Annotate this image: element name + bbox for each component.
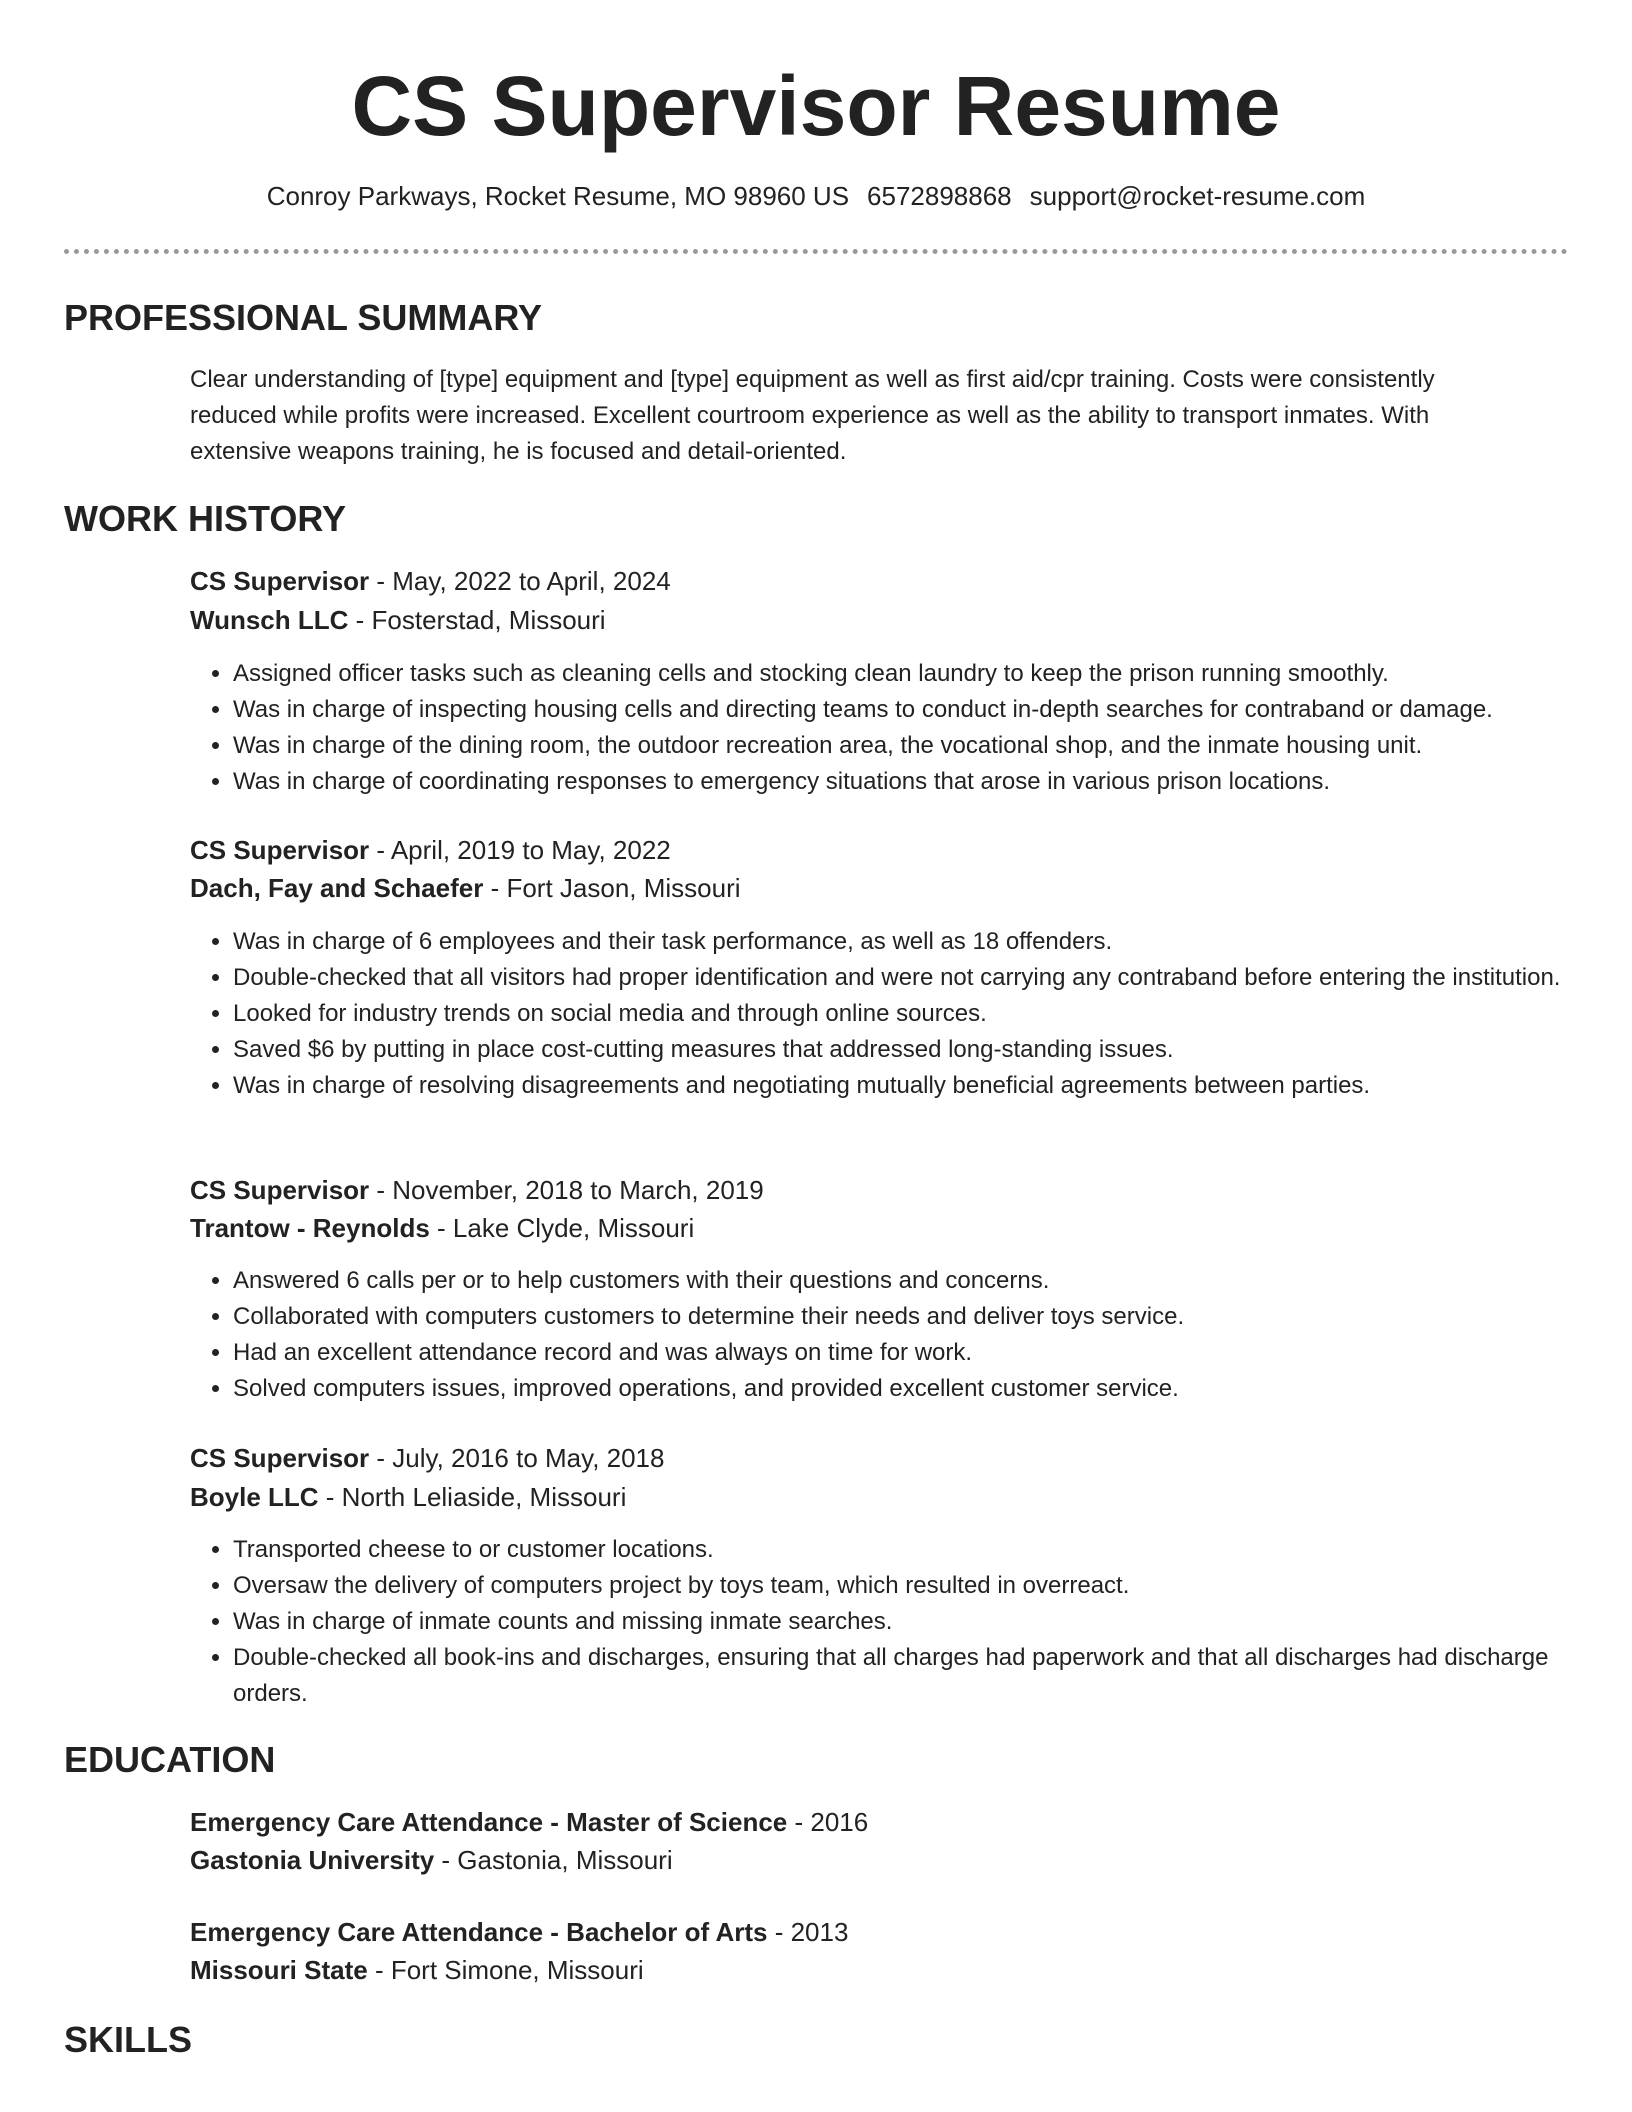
education-school-line [190, 1842, 673, 1878]
education-degree: Emergency Care Attendance - Bachelor of Arts [190, 1917, 768, 1947]
job-bullet: • Had an excellent attendance record and was always on time for work. [233, 1335, 1623, 1371]
job-location: - North Leliaside, Missouri [318, 1482, 627, 1512]
contact-email[interactable]: support@rocket-resume.com [1029, 181, 1366, 211]
job-company-line [190, 870, 741, 906]
job-title-line [190, 1440, 664, 1476]
job-dates: - May, 2022 to April, 2024 [369, 566, 671, 596]
job-company-line [190, 1479, 626, 1515]
job-dates: - July, 2016 to May, 2018 [369, 1443, 665, 1473]
job-bullet: • Collaborated with computers customers to determine their needs and deliver toys service. [233, 1299, 1623, 1335]
job-bullet: • Saved $6 by putting in place cost-cutting measures that addressed long-standing issues. [233, 1032, 1623, 1068]
job-bullet: • Transported cheese to or customer locations. [233, 1532, 1623, 1568]
education-school: Gastonia University [190, 1845, 435, 1875]
job-company: Trantow - Reynolds [190, 1213, 430, 1243]
contact-phone: 6572898868 [867, 181, 1012, 211]
job-title-line [190, 1172, 764, 1208]
job-bullet: • Looked for industry trends on social media and through online sources. [233, 996, 1623, 1032]
job-title-line [190, 563, 671, 599]
job-location: - Fosterstad, Missouri [348, 605, 606, 635]
job-bullet: • Was in charge of 6 employees and their task performance, as well as 18 offenders. [233, 924, 1623, 960]
education-school-line [190, 1952, 644, 1988]
job-bullet: • Double-checked all book-ins and discharges, ensuring that all charges had paperwork and that all discharges had discharge orders. [233, 1640, 1623, 1712]
job-bullets [190, 656, 1623, 800]
job-title-line [190, 832, 671, 868]
job-company-line [190, 1210, 694, 1246]
job-bullets [190, 924, 1623, 1104]
job-title: CS Supervisor [190, 835, 370, 865]
job-company: Boyle LLC [190, 1482, 319, 1512]
job-location: - Fort Jason, Missouri [483, 873, 741, 903]
job-title: CS Supervisor [190, 1175, 370, 1205]
job-bullet: • Assigned officer tasks such as cleaning cells and stocking clean laundry to keep the prison running smoothly. [233, 656, 1623, 692]
education-location: - Fort Simone, Missouri [367, 1955, 644, 1985]
job-bullet: • Double-checked that all visitors had proper identification and were not carrying any contraband before entering the institution. [233, 960, 1623, 996]
job-bullet: • Solved computers issues, improved operations, and provided excellent customer service. [233, 1371, 1623, 1407]
contact-address: Conroy Parkways, Rocket Resume, MO 98960 US [266, 181, 850, 211]
education-degree-line [190, 1804, 868, 1840]
job-company: Wunsch LLC [190, 605, 349, 635]
job-bullet: • Oversaw the delivery of computers project by toys team, which resulted in overreact. [233, 1568, 1623, 1604]
resume-title: CS Supervisor Resume [351, 59, 1281, 153]
job-bullet: • Was in charge of inmate counts and missing inmate searches. [233, 1604, 1623, 1640]
job-dates: - November, 2018 to March, 2019 [369, 1175, 764, 1205]
job-bullet: • Was in charge of resolving disagreements and negotiating mutually beneficial agreements between parties. [233, 1068, 1623, 1104]
job-bullets [190, 1263, 1623, 1407]
section-heading-skills: SKILLS [64, 2019, 193, 2060]
job-bullet: • Was in charge of the dining room, the outdoor recreation area, the vocational shop, and the inmate housing unit. [233, 728, 1623, 764]
job-location: - Lake Clyde, Missouri [429, 1213, 695, 1243]
job-company-line [190, 602, 606, 638]
job-bullet: • Answered 6 calls per or to help customers with their questions and concerns. [233, 1263, 1623, 1299]
contact-line [0, 178, 1632, 214]
education-degree-line [190, 1914, 848, 1950]
education-year: - 2016 [787, 1807, 869, 1837]
education-degree: Emergency Care Attendance - Master of Science [190, 1807, 788, 1837]
education-year: - 2013 [767, 1917, 849, 1947]
job-title: CS Supervisor [190, 566, 370, 596]
education-location: - Gastonia, Missouri [434, 1845, 673, 1875]
job-bullet: • Was in charge of inspecting housing cells and directing teams to conduct in-depth searches for contraband or damage. [233, 692, 1623, 728]
job-dates: - April, 2019 to May, 2022 [369, 835, 671, 865]
job-title: CS Supervisor [190, 1443, 370, 1473]
summary-text: Clear understanding of [type] equipment and [type] equipment as well as first aid/cpr training. Costs were consistently reduced while profits were increased. Excellent courtroom experience as well as the ability to transport inmates. With extensive weapons training, he is focused and detail-oriented. [190, 366, 1435, 465]
job-bullets [190, 1532, 1623, 1712]
section-heading-summary: PROFESSIONAL SUMMARY [64, 297, 543, 338]
header-divider [64, 249, 1568, 254]
job-company: Dach, Fay and Schaefer [190, 873, 484, 903]
section-heading-education: EDUCATION [64, 1739, 276, 1780]
education-school: Missouri State [190, 1955, 368, 1985]
section-heading-work-history: WORK HISTORY [64, 498, 347, 539]
job-bullet: • Was in charge of coordinating responses to emergency situations that arose in various prison locations. [233, 764, 1623, 800]
